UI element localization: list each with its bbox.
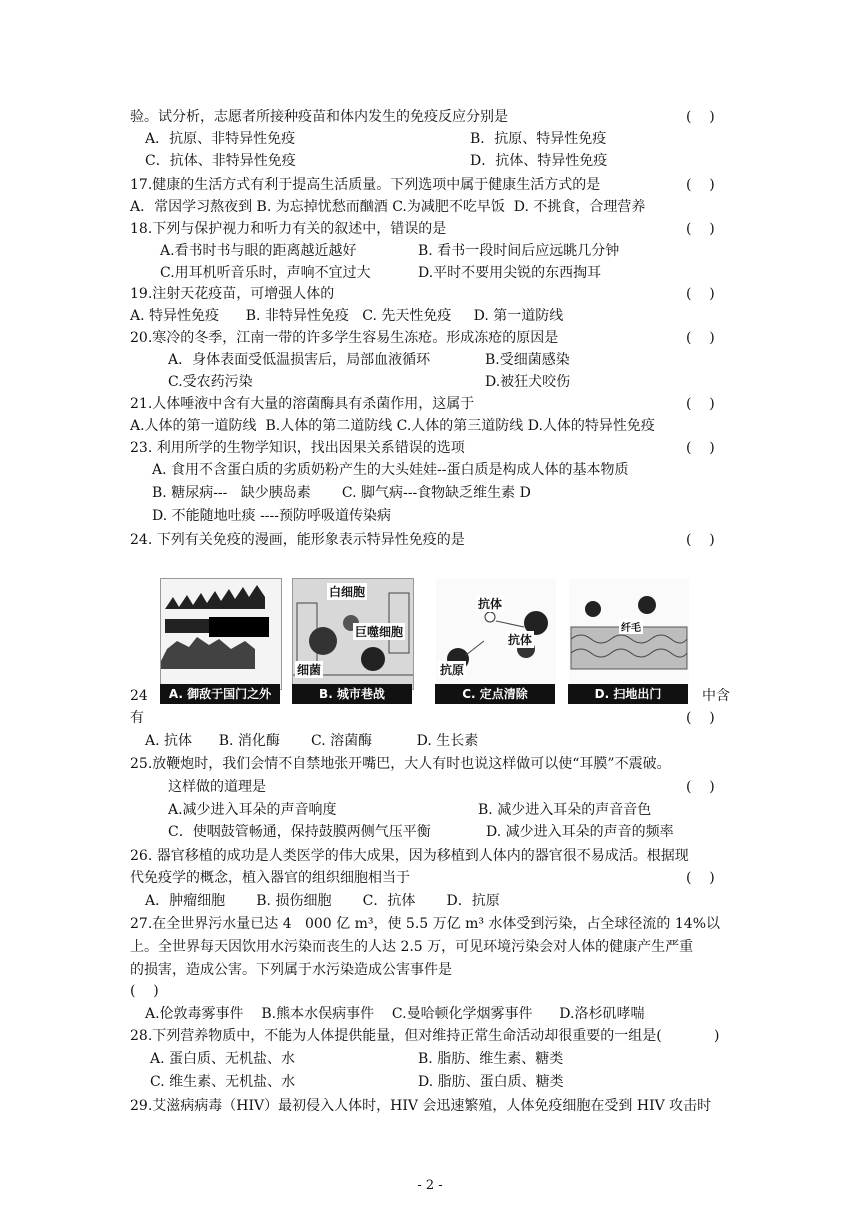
q21-stem: 21.人体唾液中含有大量的溶菌酶具有杀菌作用，这属于	[130, 396, 475, 412]
answer-paren: ( )	[686, 221, 715, 237]
q16-option-d: D．抗体、特异性免疫	[470, 153, 608, 169]
q24b-stem-fragment: 中含	[702, 688, 730, 704]
answer-paren: ( )	[686, 109, 715, 125]
q28-option-d: D. 脂肪、蛋白质、糖类	[418, 1074, 564, 1090]
answer-paren: ( )	[686, 440, 715, 456]
q23-option-a: A. 食用不含蛋白质的劣质奶粉产生的大头娃娃--蛋白质是构成人体的基本物质	[152, 462, 629, 478]
q26-stem-continuation: 代免疫学的概念，植入器官的组织细胞相当于	[130, 870, 410, 886]
figure-panel-a	[160, 578, 282, 690]
answer-paren: ( )	[686, 286, 715, 302]
q28-option-c: C. 维生素、无机盐、水	[150, 1074, 296, 1090]
label-antibody: 抗体	[478, 597, 503, 611]
q16-option-b: B．抗原、特异性免疫	[470, 131, 607, 147]
q25-option-a: A.减少进入耳朵的声音响度	[168, 802, 337, 818]
q18-stem: 18.下列与保护视力和听力有关的叙述中，错误的是	[130, 221, 447, 237]
answer-paren: ( )	[686, 870, 715, 886]
q25-option-b: B. 减少进入耳朵的声音音色	[478, 802, 652, 818]
q18-option-a: A.看书时书与眼的距离越近越好	[160, 243, 357, 259]
q23-option-bc: B. 糖尿病--- 缺少胰岛素 C. 脚气病---食物缺乏维生素 D	[152, 485, 531, 501]
figure-panel-c	[435, 578, 557, 690]
answer-paren: ( )	[686, 779, 715, 795]
label-macrophage: 巨噬细胞	[355, 625, 404, 639]
answer-paren: ( )	[130, 983, 159, 999]
q27-stem-line2: 上。全世界每天因饮用水污染而丧生的人达 2.5 万，可见环境污染会对人体的健康产生严重	[130, 939, 694, 955]
q25-option-c: C．使咽鼓管畅通，保持鼓膜两侧气压平衡	[168, 824, 431, 840]
page-number: - 2 -	[417, 1178, 443, 1193]
q23-stem: 23. 利用所学的生物学知识，找出因果关系错误的选项	[130, 440, 465, 456]
q20-option-c: C.受农药污染	[168, 374, 253, 390]
q24b-stem-continuation: 有	[130, 710, 144, 726]
figure-caption-c: C. 定点清除	[435, 684, 555, 704]
q17-options: A．常因学习熬夜到 B. 为忘掉忧愁而酗酒 C.为减肥不吃早饭 D. 不挑食，合理营养	[130, 199, 646, 215]
answer-paren: ( )	[686, 177, 715, 193]
figure-panel-d	[568, 578, 690, 690]
q25-stem-continuation: 这样做的道理是	[168, 779, 266, 795]
q28-stem: 28.下列营养物质中，不能为人体提供能量，但对维持正常生命活动却很重要的一组是(	[130, 1028, 662, 1044]
defense-army-illustration	[161, 579, 281, 689]
answer-paren: ( )	[686, 396, 715, 412]
q19-stem: 19.注射天花疫苗，可增强人体的	[130, 286, 335, 302]
answer-paren: ( )	[686, 532, 715, 548]
label-cilia: 纤毛	[619, 619, 643, 634]
q20-stem: 20.寒冷的冬季，江南一带的许多学生容易生冻疮。形成冻疮的原因是	[130, 330, 559, 346]
q25-stem: 25.放鞭炮时，我们会情不自禁地张开嘴巴，大人有时也说这样做可以使“耳膜”不震破。	[130, 756, 671, 772]
q18-option-c: C.用耳机听音乐时，声响不宜过大	[160, 265, 371, 281]
q18-option-b: B. 看书一段时间后应远眺几分钟	[418, 243, 620, 259]
q29-stem: 29.艾滋病病毒（HIV）最初侵入人体时，HIV 会迅速繁殖，人体免疫细胞在受到 HIV 攻击时	[130, 1098, 712, 1114]
q24b-options: A. 抗体 B. 消化酶 C. 溶菌酶 D. 生长素	[145, 733, 479, 749]
q26-stem: 26. 器官移植的成功是人类医学的伟大成果，因为移植到人体内的器官很不易成活。根据现	[130, 848, 689, 864]
q27-stem: 27.在全世界污水量已达 4 000 亿 m³，使 5.5 万亿 m³ 水体受到污染，占全球径流的 14%以	[130, 916, 721, 932]
q26-options: A．肿瘤细胞 B. 损伤细胞 C．抗体 D．抗原	[145, 893, 500, 909]
q18-option-d: D.平时不要用尖锐的东西掏耳	[418, 265, 602, 281]
q16-option-a: A．抗原、非特异性免疫	[145, 131, 296, 147]
figure-caption-a: A. 御敌于国门之外	[160, 684, 280, 704]
q20-option-d: D.被狂犬咬伤	[485, 374, 571, 390]
q21-options: A.人体的第一道防线 B.人体的第二道防线 C.人体的第三道防线 D.人体的特异性免疫	[130, 418, 655, 434]
figure-panel-b	[292, 578, 414, 690]
q16-stem-tail: 验。试分析，志愿者所接种疫苗和体内发生的免疫反应分别是	[130, 109, 508, 125]
q28-option-a: A. 蛋白质、无机盐、水	[150, 1051, 296, 1067]
q20-option-a: A．身体表面受低温损害后，局部血液循环	[168, 352, 431, 368]
sweep-out-illustration	[569, 579, 689, 689]
label-white-blood-cell: 白细胞	[329, 585, 366, 599]
answer-paren-close: )	[714, 1028, 720, 1044]
q23-option-d: D. 不能随地吐痰 ----预防呼吸道传染病	[152, 508, 391, 524]
answer-paren: ( )	[686, 710, 715, 726]
q19-options: A. 特异性免疫 B. 非特异性免疫 C. 先天性免疫 D. 第一道防线	[130, 308, 564, 324]
label-antibody: 抗体	[508, 633, 533, 647]
label-antigen: 抗原	[440, 663, 465, 677]
q27-stem-line3: 的损害，造成公害。下列属于水污染造成公害事件是	[130, 962, 452, 978]
label-bacteria: 细菌	[297, 663, 322, 677]
figure-caption-d: D. 扫地出门	[568, 684, 688, 704]
q17-stem: 17.健康的生活方式有利于提高生活质量。下列选项中属于健康生活方式的是	[130, 177, 601, 193]
answer-paren: ( )	[686, 330, 715, 346]
figure-caption-b: B. 城市巷战	[292, 684, 412, 704]
q20-option-b: B.受细菌感染	[485, 352, 570, 368]
q24-stem: 24. 下列有关免疫的漫画，能形象表示特异性免疫的是	[130, 532, 465, 548]
q16-option-c: C．抗体、非特异性免疫	[145, 153, 296, 169]
q28-option-b: B. 脂肪、维生素、糖类	[418, 1051, 564, 1067]
q27-options: A.伦敦毒雾事件 B.熊本水俣病事件 C.曼哈顿化学烟雾事件 D.洛杉矶哮喘	[145, 1006, 645, 1022]
q24b-number: 24	[130, 688, 148, 704]
q25-option-d: D. 减少进入耳朵的声音的频率	[486, 824, 674, 840]
